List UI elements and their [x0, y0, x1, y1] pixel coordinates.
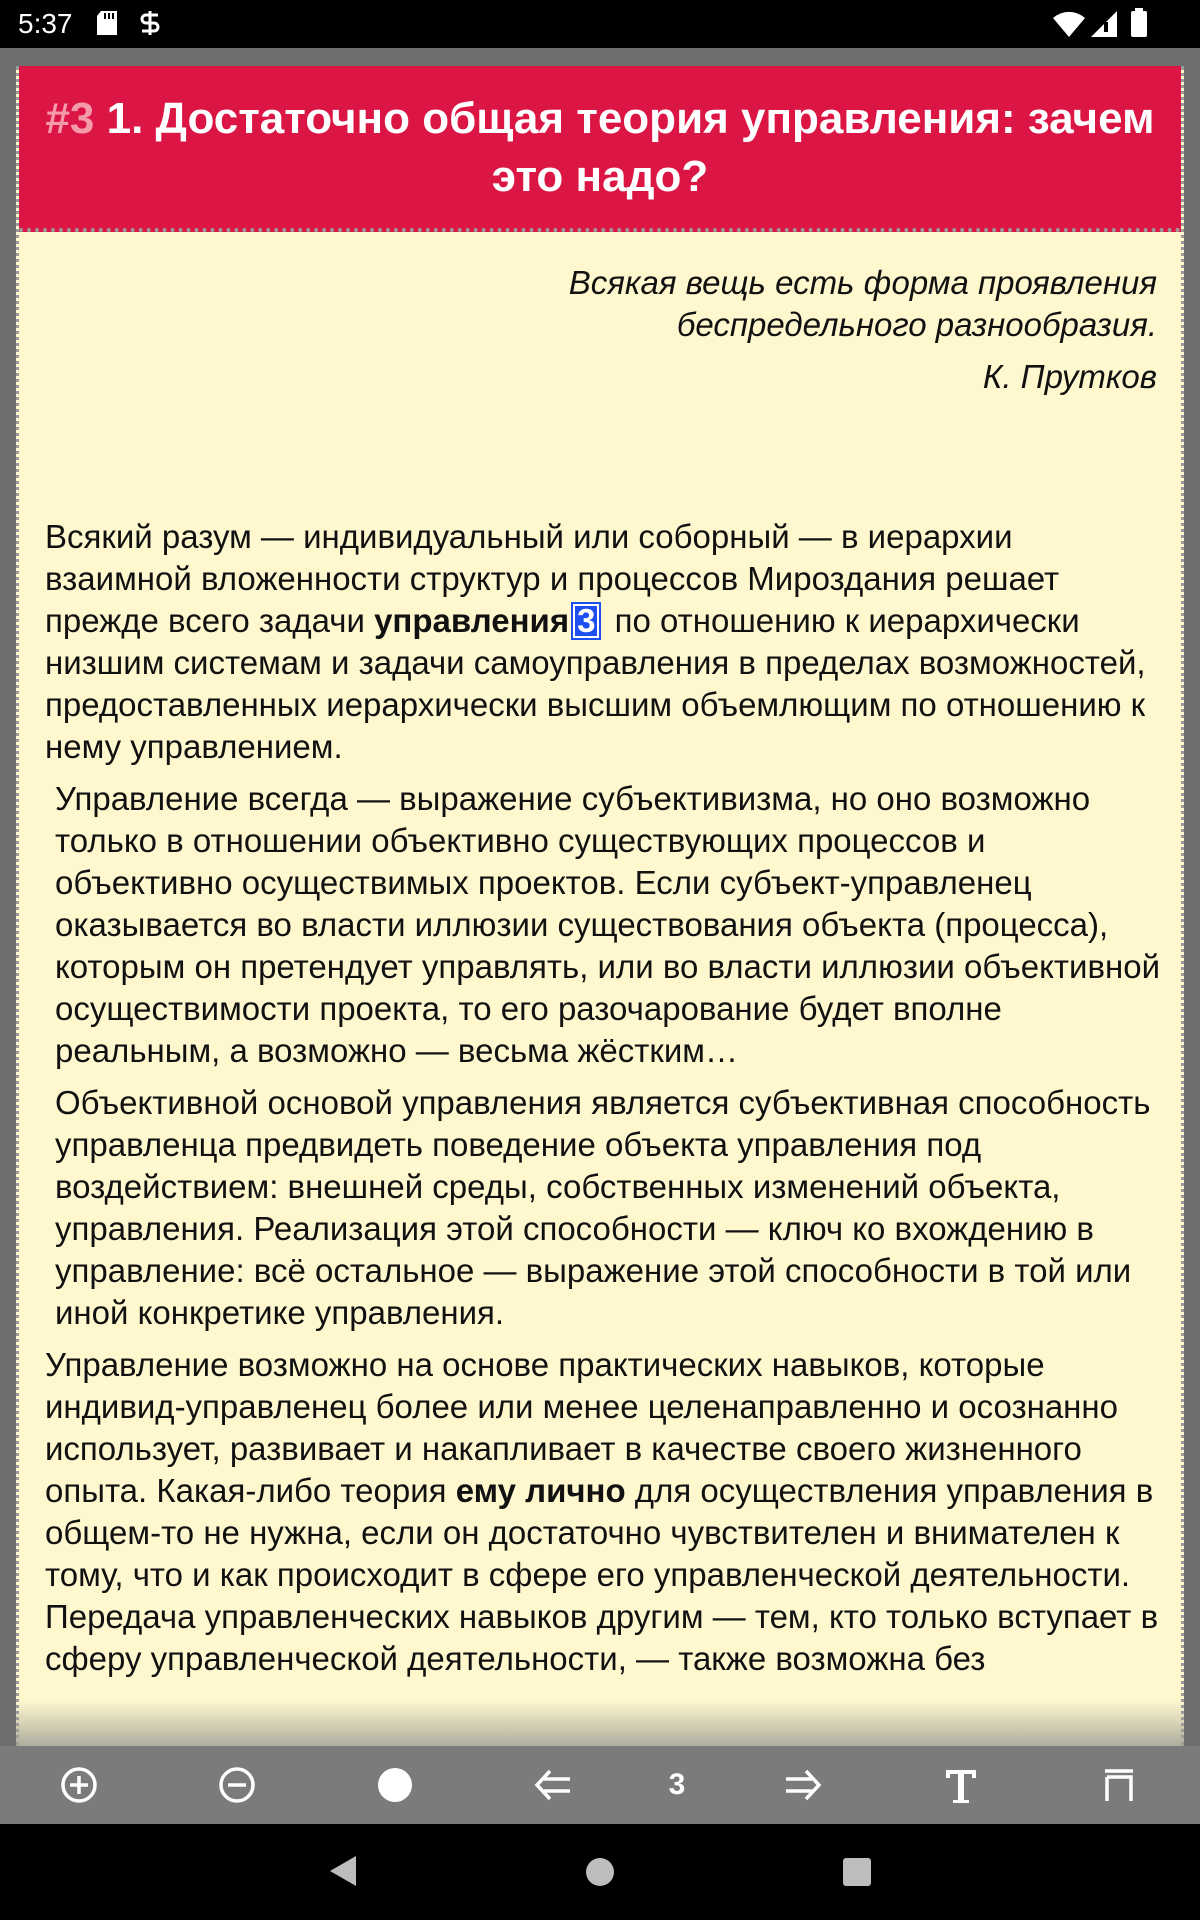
arrow-left-icon[interactable]	[530, 1762, 576, 1808]
epigraph-line: беспредельного разнообразия.	[676, 306, 1157, 343]
recents-icon[interactable]	[842, 1857, 872, 1892]
status-time: 5:37	[18, 8, 73, 39]
paragraph	[19, 516, 1181, 768]
epigraph-line: Всякая вещь есть форма проявления	[568, 264, 1157, 301]
reader-page[interactable]	[16, 66, 1184, 1746]
chapter-body	[19, 516, 1181, 1680]
sync-icon	[138, 10, 162, 43]
footnote-link[interactable]: 3	[571, 602, 601, 640]
chapter-header	[19, 66, 1181, 232]
back-icon[interactable]	[326, 1854, 358, 1893]
status-bar	[0, 0, 1200, 48]
sd-card-icon	[96, 10, 118, 41]
epigraph-author: К. Прутков	[982, 358, 1157, 395]
paragraph-text: Управление возможно на основе практических навыков, которые индивид-управленец более или менее целенаправленно и осознанно использует, развивает и накапливает в качестве своего жизненного опыта. Какая-либо теория	[45, 1346, 1118, 1509]
zoom-in-icon[interactable]	[56, 1762, 102, 1808]
night-mode-icon[interactable]	[372, 1762, 418, 1808]
battery-icon	[1130, 8, 1148, 43]
reader-toolbar	[0, 1746, 1200, 1824]
paragraph-text: для осуществления управления в общем-то не нужна, если он достаточно чувствителен и внимателен к тому, что и как происходит в сфере его управленческой деятельности. Передача управленческих навыков другим — тем, кто только вступает в сферу управленческой деятельности, — также возможна без	[45, 1472, 1159, 1677]
chapter-title: 1. Достаточно общая теория управления: зачем это надо?	[106, 94, 1155, 201]
paragraph	[19, 1344, 1181, 1680]
bookmark-icon[interactable]	[1096, 1762, 1142, 1808]
paragraph-text: Всякий разум — индивидуальный или соборный — в иерархии взаимной вложенности структур и процессов Мироздания решает прежде всего задачи	[45, 518, 1060, 639]
font-icon[interactable]	[938, 1762, 984, 1808]
paragraph: Управление всегда — выражение субъективизма, но оно возможно только в отношении объективно существующих процессов и объективно осуществимых проектов. Если субъект-управленец оказывается во власти иллюзии существования объекта (процесса), которым он претендует управлять, или во власти иллюзии объективной осуществимости проекта, то его разочарование будет вполне реальным, а возможно — весьма жёстким…	[55, 780, 1161, 1069]
paragraph: Объективной основой управления является субъективная способность управленца предвидеть поведение объекта управления под воздействием: внешней среды, собственных изменений объекта, управления. Реализация этой способности — ключ ко вхождению в управление: всё остальное — выражение этой способности в той или иной конкретике управления.	[55, 1084, 1151, 1331]
paragraph-text: по отношению к иерархически низшим системам и задачи самоуправления в пределах возможностей, предоставленных иерархически высшим объемлющим по отношению к нему управлением.	[45, 602, 1146, 765]
wifi-icon	[1052, 10, 1086, 43]
page-number[interactable]: 3	[668, 1768, 686, 1801]
bold-term: управления	[374, 602, 570, 639]
epigraph	[257, 262, 1157, 398]
arrow-right-icon[interactable]	[780, 1762, 826, 1808]
zoom-out-icon[interactable]	[214, 1762, 260, 1808]
navigation-bar	[0, 1824, 1200, 1920]
bold-term: ему лично	[455, 1472, 626, 1509]
signal-icon	[1090, 10, 1118, 43]
home-icon[interactable]	[584, 1856, 616, 1893]
chapter-number: #3	[45, 94, 95, 143]
bottom-fade	[16, 1700, 1184, 1746]
